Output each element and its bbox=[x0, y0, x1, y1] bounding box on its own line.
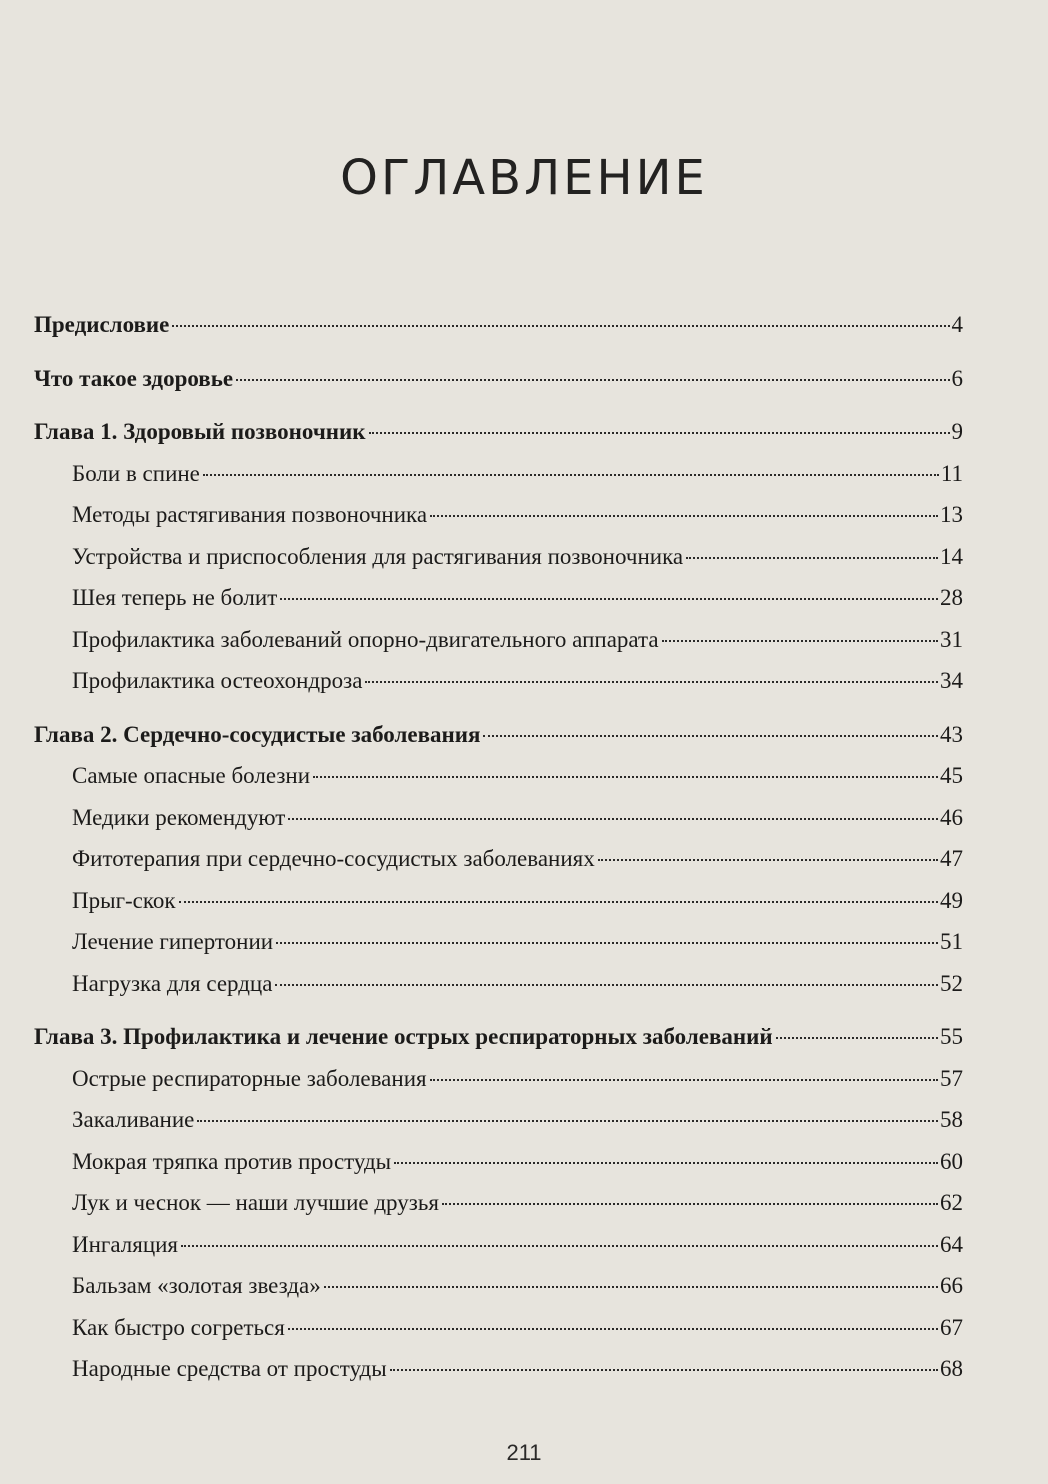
toc-entry-page: 43 bbox=[940, 721, 963, 747]
toc-entry-page: 68 bbox=[940, 1356, 963, 1381]
toc-entry-page: 58 bbox=[940, 1107, 963, 1132]
toc-entry-page: 62 bbox=[940, 1190, 963, 1215]
toc-entry-title: Фитотерапия при сердечно-сосудистых заболеваниях bbox=[72, 846, 595, 871]
dot-leader bbox=[197, 1120, 938, 1122]
dot-leader bbox=[394, 1162, 938, 1164]
dot-leader bbox=[442, 1203, 938, 1205]
toc-entry-page: 52 bbox=[940, 970, 963, 996]
toc-entry-page: 64 bbox=[940, 1231, 963, 1257]
dot-leader bbox=[181, 1245, 938, 1247]
toc-section-entry bbox=[34, 1188, 963, 1230]
toc-entry-page: 11 bbox=[940, 460, 963, 486]
toc-entry-page: 51 bbox=[940, 929, 963, 954]
toc-entry-title: Острые респираторные заболевания bbox=[72, 1065, 427, 1091]
toc-section-entry bbox=[34, 459, 963, 501]
toc-entry-title: Предисловие bbox=[34, 312, 170, 337]
toc-entry-title: Прыг-скок bbox=[72, 887, 176, 913]
toc-section-entry bbox=[34, 844, 963, 886]
toc-section-entry bbox=[34, 542, 963, 584]
toc-entry-page: 28 bbox=[940, 585, 963, 610]
toc-entry-page: 4 bbox=[951, 312, 963, 337]
toc-section-entry bbox=[34, 1105, 963, 1147]
dot-leader bbox=[598, 859, 938, 861]
toc-entry-title: Глава 1. Здоровый позвоночник bbox=[34, 419, 366, 444]
toc-entry-title: Ингаляция bbox=[72, 1231, 179, 1257]
toc-section-entry bbox=[34, 583, 963, 625]
toc-section-entry bbox=[34, 500, 963, 542]
toc-chapter-entry bbox=[34, 310, 963, 352]
toc-entry-title: Глава 3. Профилактика и лечение острых респираторных заболеваний bbox=[34, 1024, 773, 1049]
toc-entry-page: 57 bbox=[940, 1065, 963, 1091]
dot-leader bbox=[430, 515, 938, 517]
toc-entry-page: 66 bbox=[940, 1273, 963, 1298]
dot-leader bbox=[275, 984, 938, 986]
toc-entry-title: Глава 2. Сердечно-сосудистые заболевания bbox=[34, 721, 481, 747]
toc-entry-title: Методы растягивания позвоночника bbox=[72, 502, 428, 527]
dot-leader bbox=[776, 1037, 938, 1039]
toc-section-entry bbox=[34, 1271, 963, 1313]
toc-entry-page: 34 bbox=[940, 668, 963, 693]
toc-section-entry bbox=[34, 1064, 963, 1106]
dot-leader bbox=[288, 1328, 938, 1330]
dot-leader bbox=[483, 735, 938, 737]
toc-chapter-entry bbox=[34, 720, 963, 762]
toc-entry-page: 31 bbox=[940, 626, 963, 652]
toc-entry-page: 14 bbox=[940, 543, 963, 569]
toc-entry-page: 13 bbox=[940, 502, 963, 527]
toc-entry-title: Лечение гипертонии bbox=[72, 929, 274, 954]
dot-leader bbox=[288, 818, 938, 820]
toc-section-entry bbox=[34, 1313, 963, 1355]
toc-entry-page: 9 bbox=[951, 419, 963, 444]
toc-entry-title: Лук и чеснок — наши лучшие друзья bbox=[72, 1190, 439, 1215]
toc-entry-page: 60 bbox=[940, 1148, 963, 1174]
dot-leader bbox=[324, 1286, 938, 1288]
toc-entry-page: 55 bbox=[940, 1024, 963, 1049]
toc-entry-title: Самые опасные болезни bbox=[72, 763, 311, 788]
toc-section-entry bbox=[34, 927, 963, 969]
toc-section-entry bbox=[34, 1354, 963, 1396]
dot-leader bbox=[280, 598, 938, 600]
table-of-contents bbox=[34, 310, 963, 1396]
toc-entry-title: Нагрузка для сердца bbox=[72, 970, 273, 996]
toc-entry-title: Закаливание bbox=[72, 1107, 195, 1132]
dot-leader bbox=[365, 681, 938, 683]
toc-entry-title: Шея теперь не болит bbox=[72, 585, 278, 610]
toc-section-entry bbox=[34, 1147, 963, 1189]
toc-entry-title: Медики рекомендуют bbox=[72, 804, 286, 830]
toc-entry-title: Профилактика остеохондроза bbox=[72, 668, 363, 693]
toc-entry-title: Что такое здоровье bbox=[34, 365, 234, 391]
toc-section-entry bbox=[34, 803, 963, 845]
dot-leader bbox=[179, 901, 938, 903]
dot-leader bbox=[662, 640, 938, 642]
toc-entry-page: 46 bbox=[940, 804, 963, 830]
toc-section-entry bbox=[34, 969, 963, 1011]
page-title: ОГЛАВЛЕНИЕ bbox=[340, 150, 708, 207]
dot-leader bbox=[203, 474, 939, 476]
dot-leader bbox=[390, 1369, 938, 1371]
toc-entry-page: 6 bbox=[951, 365, 963, 391]
dot-leader bbox=[313, 776, 938, 778]
toc-entry-page: 49 bbox=[940, 887, 963, 913]
toc-entry-title: Профилактика заболеваний опорно-двигательного аппарата bbox=[72, 626, 659, 652]
toc-entry-title: Боли в спине bbox=[72, 460, 200, 486]
toc-entry-page: 45 bbox=[940, 763, 963, 788]
toc-section-entry bbox=[34, 666, 963, 708]
toc-section-entry bbox=[34, 886, 963, 928]
toc-chapter-entry bbox=[34, 417, 963, 459]
dot-leader bbox=[236, 379, 949, 381]
toc-section-entry bbox=[34, 761, 963, 803]
page-number: 211 bbox=[506, 1440, 542, 1465]
dot-leader bbox=[369, 432, 950, 434]
dot-leader bbox=[686, 557, 938, 559]
toc-section-entry bbox=[34, 625, 963, 667]
toc-section-entry bbox=[34, 1230, 963, 1272]
toc-entry-page: 67 bbox=[940, 1314, 963, 1340]
dot-leader bbox=[172, 325, 949, 327]
toc-entry-title: Народные средства от простуды bbox=[72, 1356, 387, 1381]
dot-leader bbox=[276, 942, 938, 944]
toc-entry-page: 47 bbox=[940, 846, 963, 871]
dot-leader bbox=[430, 1079, 938, 1081]
toc-entry-title: Устройства и приспособления для растягивания позвоночника bbox=[72, 543, 684, 569]
toc-chapter-entry bbox=[34, 1022, 963, 1064]
toc-entry-title: Мокрая тряпка против простуды bbox=[72, 1148, 392, 1174]
toc-entry-title: Бальзам «золотая звезда» bbox=[72, 1273, 321, 1298]
toc-chapter-entry bbox=[34, 364, 963, 406]
toc-entry-title: Как быстро согреться bbox=[72, 1314, 285, 1340]
